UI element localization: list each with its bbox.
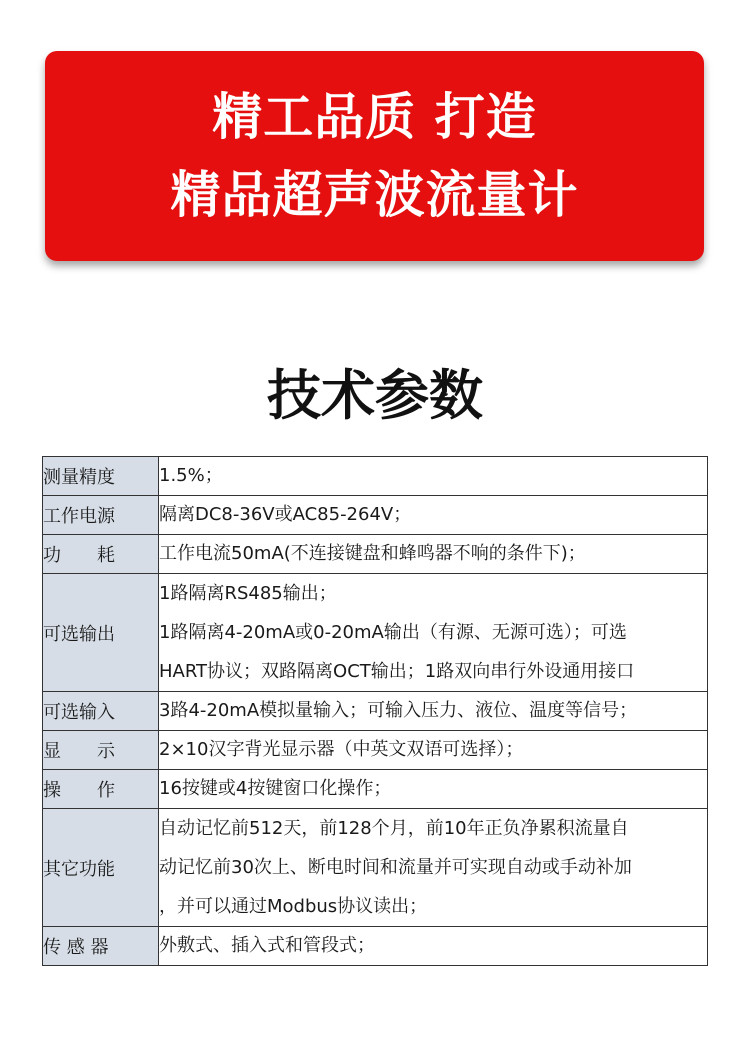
spec-value xyxy=(159,457,708,496)
spec-value-line: ，并可以通过Modbus协议读出； xyxy=(159,896,428,917)
spec-value xyxy=(159,770,708,809)
spec-row-operation xyxy=(43,770,708,809)
spec-row-optional-output xyxy=(43,574,708,692)
spec-value xyxy=(159,731,708,770)
spec-table xyxy=(42,456,708,966)
spec-row-power-consumption xyxy=(43,535,708,574)
spec-value-line: HART协议；双路隔离OCT输出；1路双向串行外设通用接口 xyxy=(159,661,635,682)
spec-label: 显 示 xyxy=(43,731,159,770)
spec-label: 功 耗 xyxy=(43,535,159,574)
spec-value xyxy=(159,809,708,927)
spec-row-power-supply xyxy=(43,496,708,535)
spec-label: 测量精度 xyxy=(43,457,159,496)
spec-label: 可选输入 xyxy=(43,692,159,731)
spec-value-line: 自动记忆前512天，前128个月，前10年正负净累积流量自 xyxy=(159,818,629,839)
banner-headline-line2: 精品超声波流量计 xyxy=(170,166,579,224)
banner-headline-line1: 精工品质 打造 xyxy=(212,88,537,146)
spec-value xyxy=(159,692,708,731)
spec-row-accuracy xyxy=(43,457,708,496)
spec-value-line: 1路隔离RS485输出； xyxy=(159,583,337,604)
promo-banner xyxy=(45,51,704,261)
spec-row-sensor xyxy=(43,927,708,966)
spec-label: 工作电源 xyxy=(43,496,159,535)
spec-row-optional-input xyxy=(43,692,708,731)
spec-label: 操 作 xyxy=(43,770,159,809)
spec-label: 可选输出 xyxy=(43,574,159,692)
spec-value-line: 隔离DC8-36V或AC85-264V； xyxy=(159,504,412,525)
spec-value xyxy=(159,496,708,535)
spec-value xyxy=(159,574,708,692)
spec-value-line: 外敷式、插入式和管段式； xyxy=(159,935,375,956)
spec-value-line: 3路4-20mA模拟量输入；可输入压力、液位、温度等信号； xyxy=(159,700,638,721)
spec-value xyxy=(159,535,708,574)
spec-value-line: 2×10汉字背光显示器（中英文双语可选择）； xyxy=(159,739,524,760)
spec-value-line: 1.5%； xyxy=(159,465,223,486)
spec-row-display xyxy=(43,731,708,770)
spec-label: 传 感 器 xyxy=(43,927,159,966)
section-title: 技术参数 xyxy=(267,364,483,427)
spec-label: 其它功能 xyxy=(43,809,159,927)
spec-value xyxy=(159,927,708,966)
spec-value-line: 工作电流50mA(不连接键盘和蜂鸣器不响的条件下)； xyxy=(159,543,586,564)
spec-value-line: 1路隔离4-20mA或0-20mA输出（有源、无源可选）；可选 xyxy=(159,622,627,643)
spec-value-line: 16按键或4按键窗口化操作； xyxy=(159,778,392,799)
spec-row-other-functions xyxy=(43,809,708,927)
spec-value-line: 动记忆前30次上、断电时间和流量并可实现自动或手动补加 xyxy=(159,857,632,878)
